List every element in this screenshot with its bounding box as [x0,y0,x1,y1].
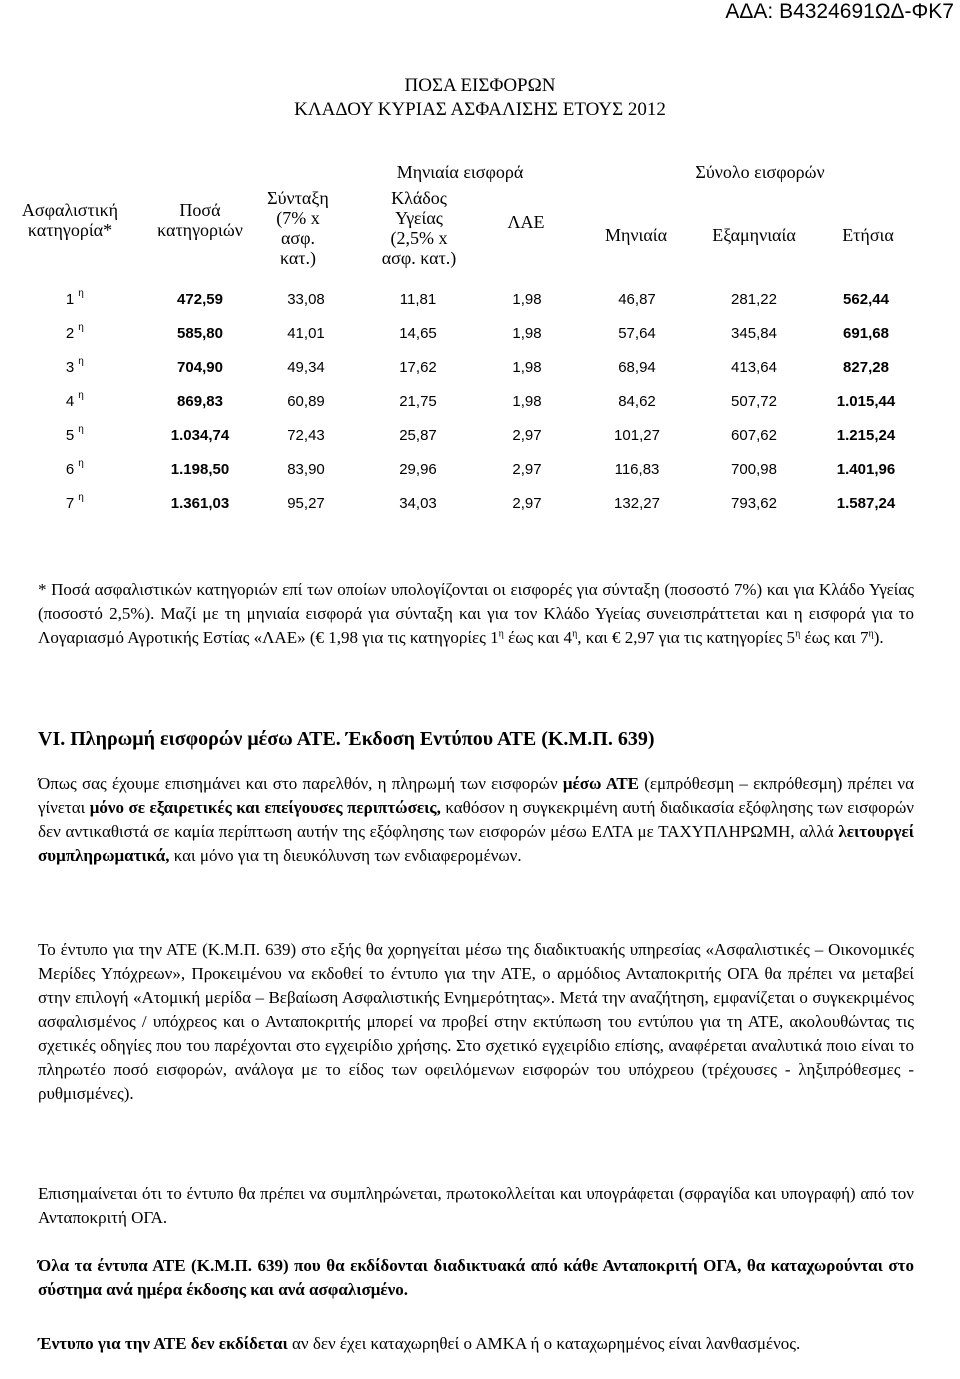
cell-pension: 33,08 [287,291,325,308]
footnote-sup: η [498,628,504,640]
header-pension-line: (7% x [276,208,320,228]
category-cell: 6 [65,461,75,478]
doc-title-line-1: ΠΟΣΑ ΕΙΣΦΟΡΩΝ [404,75,556,96]
cell-lae: 2,97 [512,427,542,444]
category-cell: 3 [65,359,75,376]
doc-title-line-2: ΚΛΑΔΟΥ ΚΥΡΙΑΣ ΑΣΦΑΛΙΣΗΣ ΕΤΟΥΣ 2012 [294,99,666,120]
cell-semi: 700,98 [731,461,777,478]
header-category-line: κατηγορία* [27,220,113,240]
header-category-line: Ασφαλιστική [21,200,119,220]
cell-lae: 1,98 [512,359,542,376]
cell-annual: 1.401,96 [836,461,896,478]
cell-semi: 793,62 [731,495,777,512]
cell-pension: 49,34 [287,359,325,376]
cell-annual: 1.015,44 [836,393,896,410]
category-sup: η [78,356,84,367]
footnote-text: έως και 4 [503,628,573,647]
cell-monthly: 46,87 [618,291,656,308]
footnote-text: ). [873,628,884,647]
cell-lae: 2,97 [512,461,542,478]
cell-amount: 704,90 [177,359,223,376]
paragraph-signature: Επισημαίνεται ότι το έντυπο θα πρέπει να συμπληρώνεται, πρωτοκολλείται και υπογράφεται (σφραγίδα και υπογραφή) από τον Ανταποκριτή ΟΓΑ. [38,1184,914,1227]
cell-annual: 1.215,24 [836,427,896,444]
cell-lae: 1,98 [512,291,542,308]
category-cell: 7 [65,495,75,512]
cell-health: 14,65 [399,325,437,342]
paragraph-text: (εμπρόθεσμη – εκπρόθεσμη) πρέπει να γίνεται [38,774,914,817]
header-annual: Ετήσια [842,225,894,245]
category-cell: 2 [65,325,75,342]
cell-annual: 691,68 [843,325,889,342]
cell-health: 29,96 [399,461,437,478]
cell-health: 34,03 [399,495,437,512]
paragraph-amka [38,1332,914,1356]
category-cell: 1 [65,291,75,308]
header-group-monthly: Μηνιαία εισφορά [396,162,524,182]
cell-monthly: 101,27 [614,427,660,444]
cell-semi: 345,84 [731,325,777,342]
header-health [364,188,474,268]
cell-annual: 1.587,24 [836,495,896,512]
paragraph-registration: Όλα τα έντυπα ΑΤΕ (Κ.Μ.Π. 639) που θα εκδίδονται διαδικτυακά από κάθε Ανταποκριτή ΟΓΑ, θα καταχωρούνται στο σύστημα ανά ημέρα έκδοσης και ανά ασφαλισμένο. [38,1256,914,1299]
header-category [0,200,140,240]
cell-monthly: 84,62 [618,393,656,410]
cell-pension: 72,43 [287,427,325,444]
category-sup: η [78,390,84,401]
section-heading: VI. Πληρωμή εισφορών μέσω ΑΤΕ. Έκδοση Εντύπου ΑΤΕ (Κ.Μ.Π. 639) [38,728,655,750]
cell-health: 21,75 [399,393,437,410]
header-pension-line: κατ.) [279,248,317,268]
header-lae: ΛΑΕ [507,212,545,232]
cell-health: 11,81 [399,291,437,308]
footnote-sup: η [572,628,578,640]
category-cell: 5 [65,427,75,444]
cell-monthly: 116,83 [614,461,660,478]
footnote-sup: η [795,628,801,640]
footnote-sup: η [868,628,874,640]
category-sup: η [78,458,84,469]
cell-monthly: 132,27 [614,495,660,512]
category-sup: η [78,492,84,503]
cell-pension: 41,01 [287,325,325,342]
header-amount-line: Ποσά [179,200,221,220]
paragraph-bold: μέσω ΑΤΕ [562,774,640,793]
cell-lae: 2,97 [512,495,542,512]
cell-amount: 585,80 [177,325,223,342]
cell-annual: 827,28 [843,359,889,376]
cell-pension: 83,90 [287,461,325,478]
header-health-line: ασφ. κατ.) [381,248,457,268]
paragraph-ate-payment [38,772,914,868]
cell-pension: 60,89 [287,393,325,410]
category-sup: η [78,322,84,333]
header-health-line: Κλάδος [391,188,447,208]
cell-pension: 95,27 [287,495,325,512]
cell-health: 25,87 [399,427,437,444]
cell-lae: 1,98 [512,325,542,342]
paragraph-text: καθόσον η συγκεκριμένη αυτή διαδικασία εξόφλησης των εισφορών δεν αντικαθιστά σε καμία περίπτωση αυτήν της εξόφλησης των εισφορών μέσω ΕΛΤΑ με ΤΑΧΥΠΛΗΡΩΜΗ, αλλά [38,798,914,841]
paragraph-bold: μόνο σε εξαιρετικές και επείγουσες περιπτώσεις, [89,798,441,817]
paragraph-text: και μόνο για τη διευκόλυνση των ενδιαφερομένων. [169,846,522,865]
cell-amount: 1.034,74 [170,427,230,444]
header-health-line: (2,5% x [390,228,448,248]
header-group-total: Σύνολο εισφορών [695,162,825,182]
header-semiannual: Εξαμηνιαία [712,225,796,245]
cell-annual: 562,44 [843,291,889,308]
cell-amount: 1.361,03 [170,495,230,512]
cell-semi: 281,22 [731,291,777,308]
category-sup: η [78,424,84,435]
table-footnote [38,578,914,650]
cell-amount: 869,83 [177,393,223,410]
paragraph-bold: Έντυπο για την ΑΤΕ δεν εκδίδεται [38,1334,288,1353]
paragraph-text: αν δεν έχει καταχωρηθεί ο ΑΜΚΑ ή ο καταχωρημένος είναι λανθασμένος. [287,1334,801,1353]
paragraph-bold: λειτουργεί συμπληρωματικά, [38,822,914,865]
category-sup: η [78,288,84,299]
cell-semi: 507,72 [731,393,777,410]
footnote-text: * Ποσά ασφαλιστικών κατηγοριών επί των οποίων υπολογίζονται οι εισφορές για σύνταξη (ποσοστό 7%) και για Κλάδο Υγείας (ποσοστό 2,5%). Μαζί με τη μηνιαία εισφορά για σύνταξη και για τον Κλάδο Υγείας συνεισπράττεται και η εισφορά για το Λογαριασμό Αγροτικής Εστίας «ΛΑΕ» (€ 1,98 για τις κατηγορίες 1 [38,580,914,647]
cell-semi: 413,64 [731,359,777,376]
header-amount-line: κατηγοριών [157,220,243,240]
header-health-line: Υγείας [395,208,443,228]
header-pension-line: Σύνταξη [267,188,329,208]
cell-monthly: 68,94 [618,359,656,376]
footnote-text: , και € 2,97 για τις κατηγορίες 5 [577,628,796,647]
cell-amount: 472,59 [177,291,223,308]
header-amount [140,200,260,240]
cell-semi: 607,62 [731,427,777,444]
footnote-text: έως και 7 [800,628,869,647]
header-pension-line: ασφ. [280,228,316,248]
paragraph-form-issuance: Το έντυπο για την ΑΤΕ (Κ.Μ.Π. 639) στο εξής θα χορηγείται μέσω της διαδικτυακής υπηρεσίας «Ασφαλιστικές – Οικονομικές Μερίδες Υπόχρεων», Προκειμένου να εκδοθεί το έντυπο για την ΑΤΕ, ο αρμόδιος Ανταποκριτής ΟΓΑ θα πρέπει να μεταβεί στην επιλογή «Ατομική μερίδα – Βεβαίωση Ασφαλιστικής Ενημερότητας». Μετά την αναζήτηση, εμφανίζεται ο συγκεκριμένος ασφαλισμένος / υπόχρεος και ο Ανταποκριτής μπορεί να προβεί στην εκτύπωση του εντύπου για τη ΑΤΕ, ακολουθώντας τις σχετικές οδηγίες που του παρέχονται στο εγχειρίδιο χρήσης. Στο σχετικό εγχειρίδιο επίσης, αναφέρεται αναλυτικά ποιο είναι το πληρωτέο ποσό εισφορών, ανάλογα με το είδος των οφειλόμενων εισφορών του υπόχρεου (τρέχουσες - ληξιπρόθεσμες - ρυθμισμένες). [38,940,914,1103]
header-monthly: Μηνιαία [604,225,668,245]
header-pension [256,188,340,268]
cell-health: 17,62 [399,359,437,376]
ada-code: ΑΔΑ: Β4324691ΩΔ-ΦΚ7 [725,0,954,23]
paragraph-text: Όπως σας έχουμε επισημάνει και στο παρελθόν, η πληρωμή των εισφορών [38,774,563,793]
cell-lae: 1,98 [512,393,542,410]
cell-monthly: 57,64 [618,325,656,342]
cell-amount: 1.198,50 [170,461,230,478]
category-cell: 4 [65,393,75,410]
